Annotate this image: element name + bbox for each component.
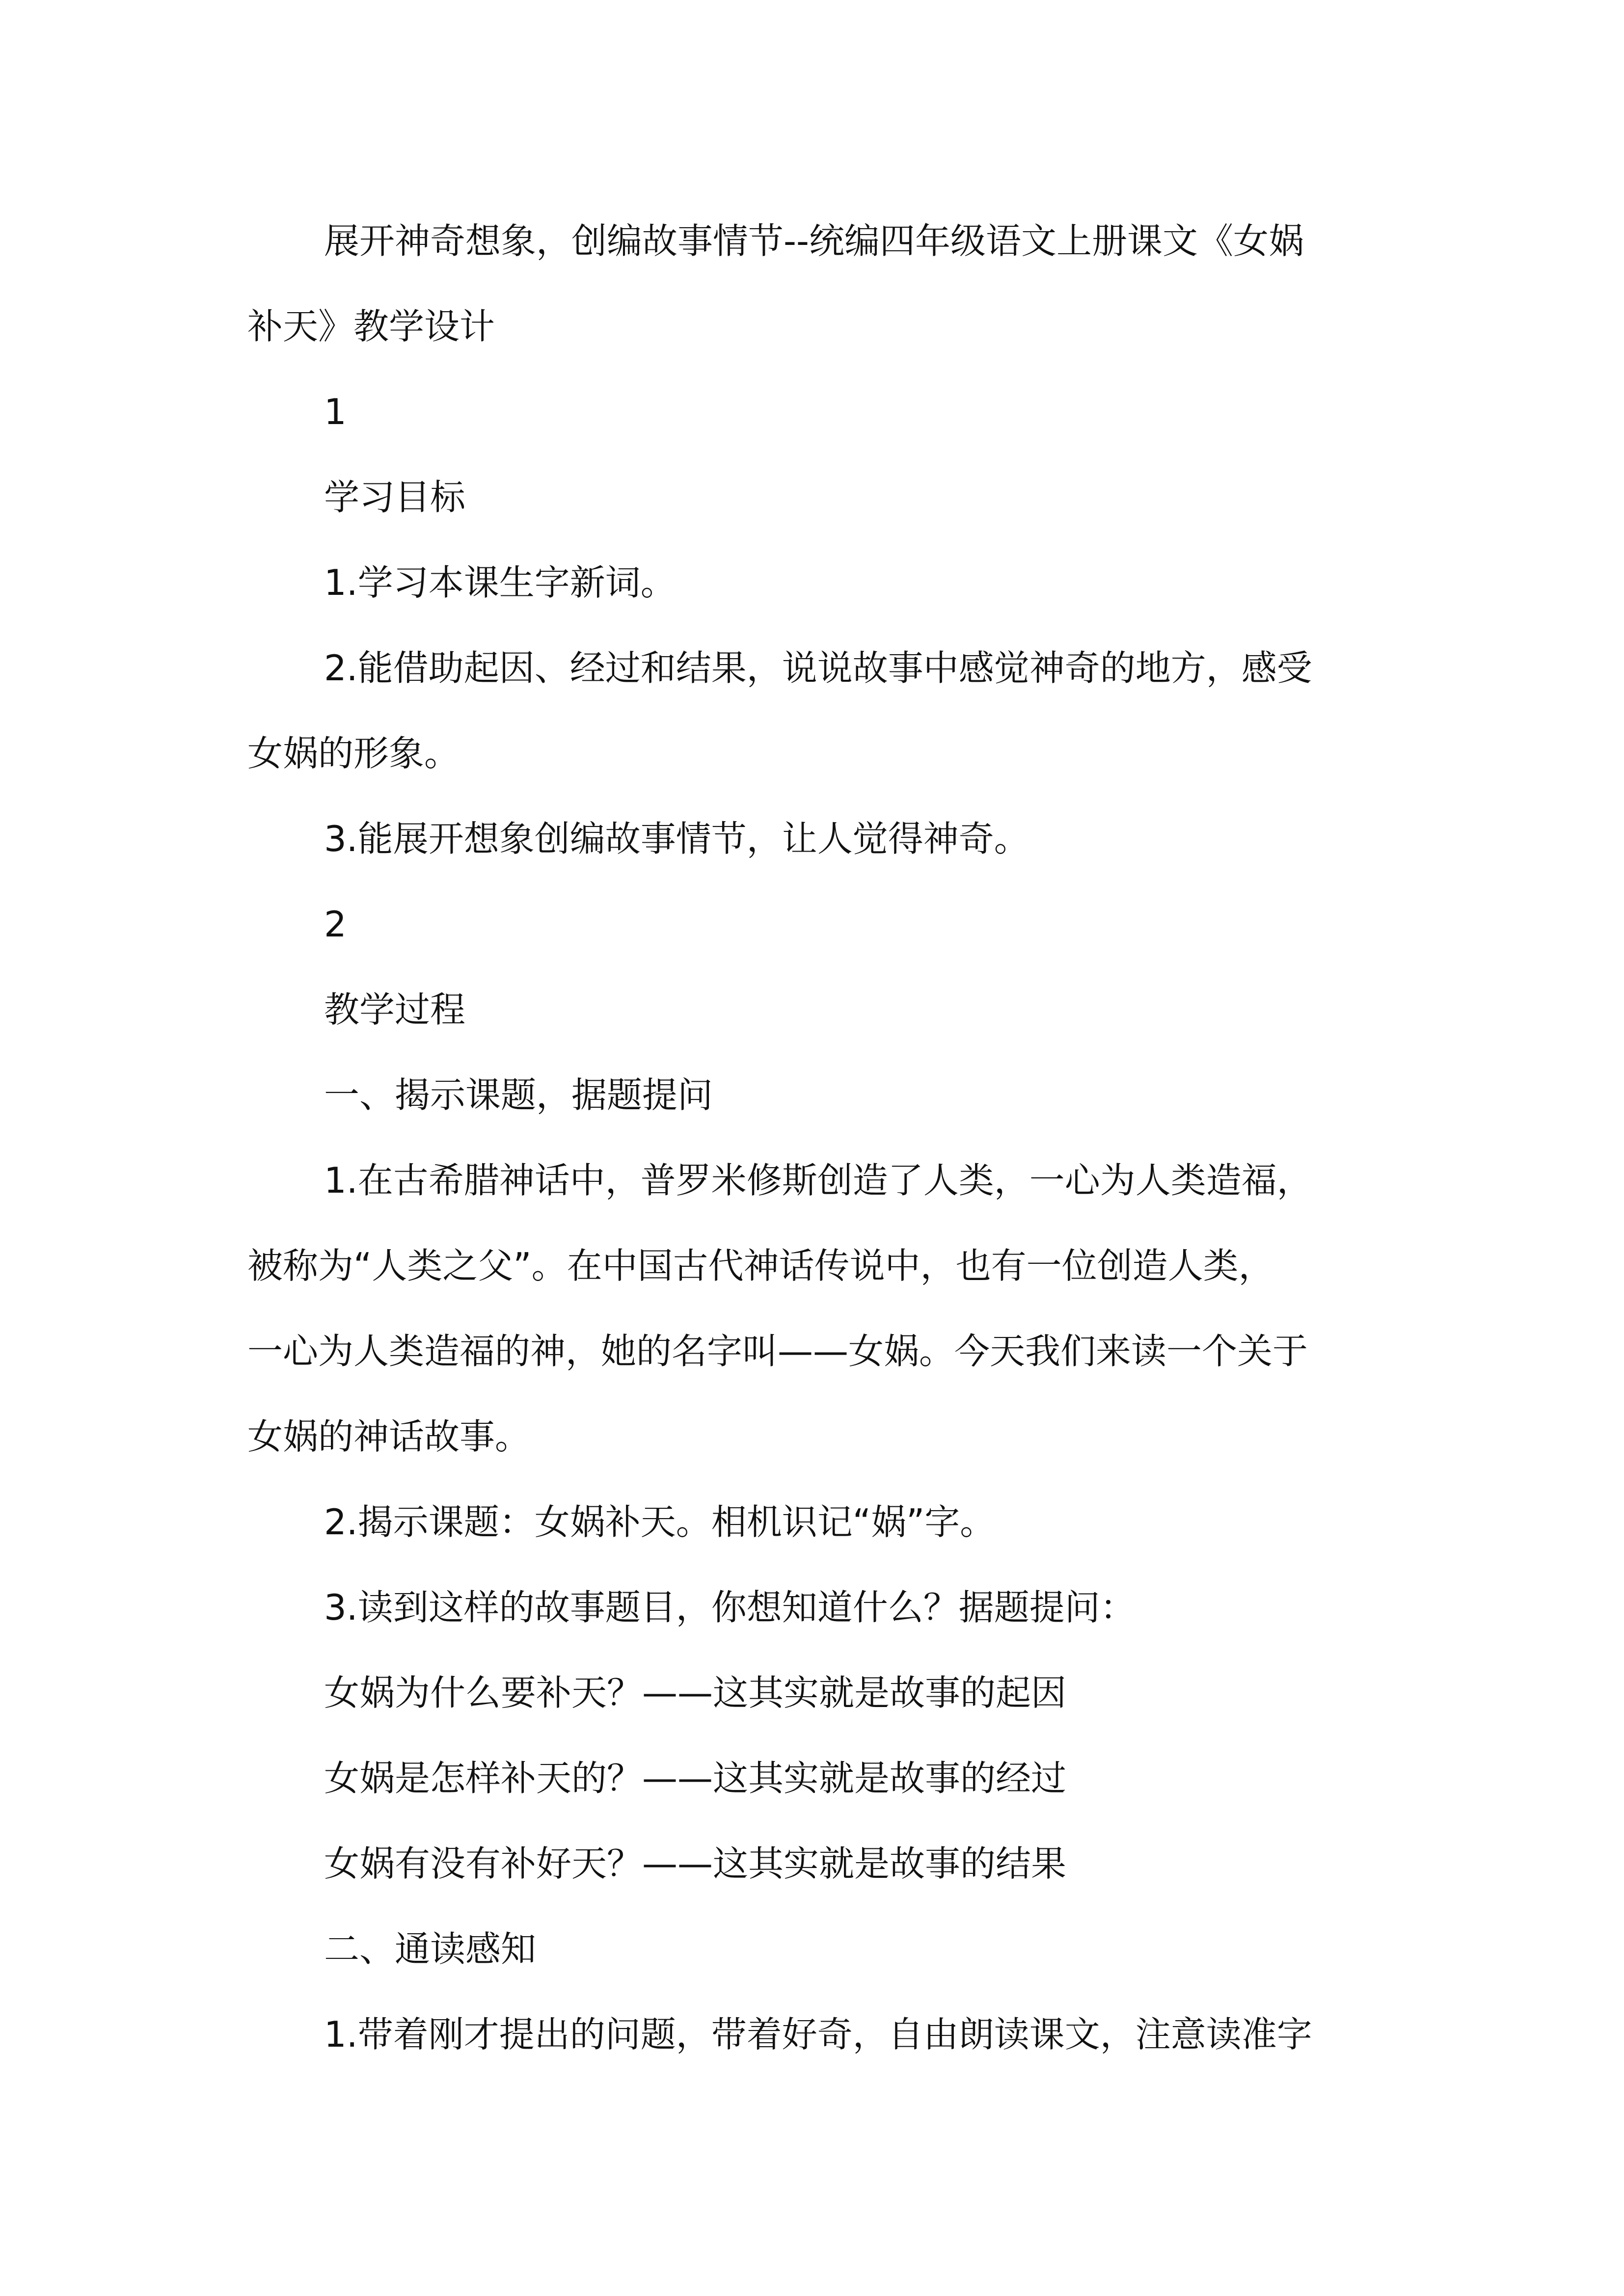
section-number-1: 1 xyxy=(324,391,347,432)
question-process: 女娲是怎样补天的？——这其实就是故事的经过 xyxy=(324,1758,1067,1799)
paragraph-1-line-2: 被称为“人类之父”。在中国古代神话传说中，也有一位创造人类， xyxy=(247,1245,1274,1286)
document-title-line-1: 展开神奇想象，创编故事情节--统编四年级语文上册课文《女娲 xyxy=(324,220,1304,262)
learning-goal-3: 3.能展开想象创编故事情节，让人觉得神奇。 xyxy=(324,818,1029,859)
learning-goal-1: 1.学习本课生字新词。 xyxy=(324,562,676,603)
section-heading-teaching-process: 教学过程 xyxy=(324,989,466,1030)
section-heading-learning-goals: 学习目标 xyxy=(324,477,466,518)
paragraph-2: 2.揭示课题：女娲补天。相机识记“娲”字。 xyxy=(324,1501,996,1543)
document-title-line-2: 补天》教学设计 xyxy=(247,306,495,347)
paragraph-1-line-4: 女娲的神话故事。 xyxy=(247,1416,531,1457)
learning-goal-2-line-1: 2.能借助起因、经过和结果，说说故事中感觉神奇的地方，感受 xyxy=(324,647,1312,689)
paragraph-1-line-3: 一心为人类造福的神，她的名字叫——女娲。今天我们来读一个关于 xyxy=(247,1331,1308,1372)
section-number-2: 2 xyxy=(324,904,347,945)
question-cause: 女娲为什么要补天？——这其实就是故事的起因 xyxy=(324,1672,1067,1713)
question-result: 女娲有没有补好天？——这其实就是故事的结果 xyxy=(324,1843,1067,1884)
part-2-heading: 二、通读感知 xyxy=(324,1928,537,1970)
paragraph-3: 3.读到这样的故事题目，你想知道什么？据题提问： xyxy=(324,1587,1136,1628)
learning-goal-2-line-2: 女娲的形象。 xyxy=(247,733,460,774)
paragraph-4-line-1: 1.带着刚才提出的问题，带着好奇，自由朗读课文，注意读准字 xyxy=(324,2014,1312,2055)
part-1-heading: 一、揭示课题，据题提问 xyxy=(324,1074,713,1116)
paragraph-1-line-1: 1.在古希腊神话中，普罗米修斯创造了人类，一心为人类造福， xyxy=(324,1160,1312,1201)
